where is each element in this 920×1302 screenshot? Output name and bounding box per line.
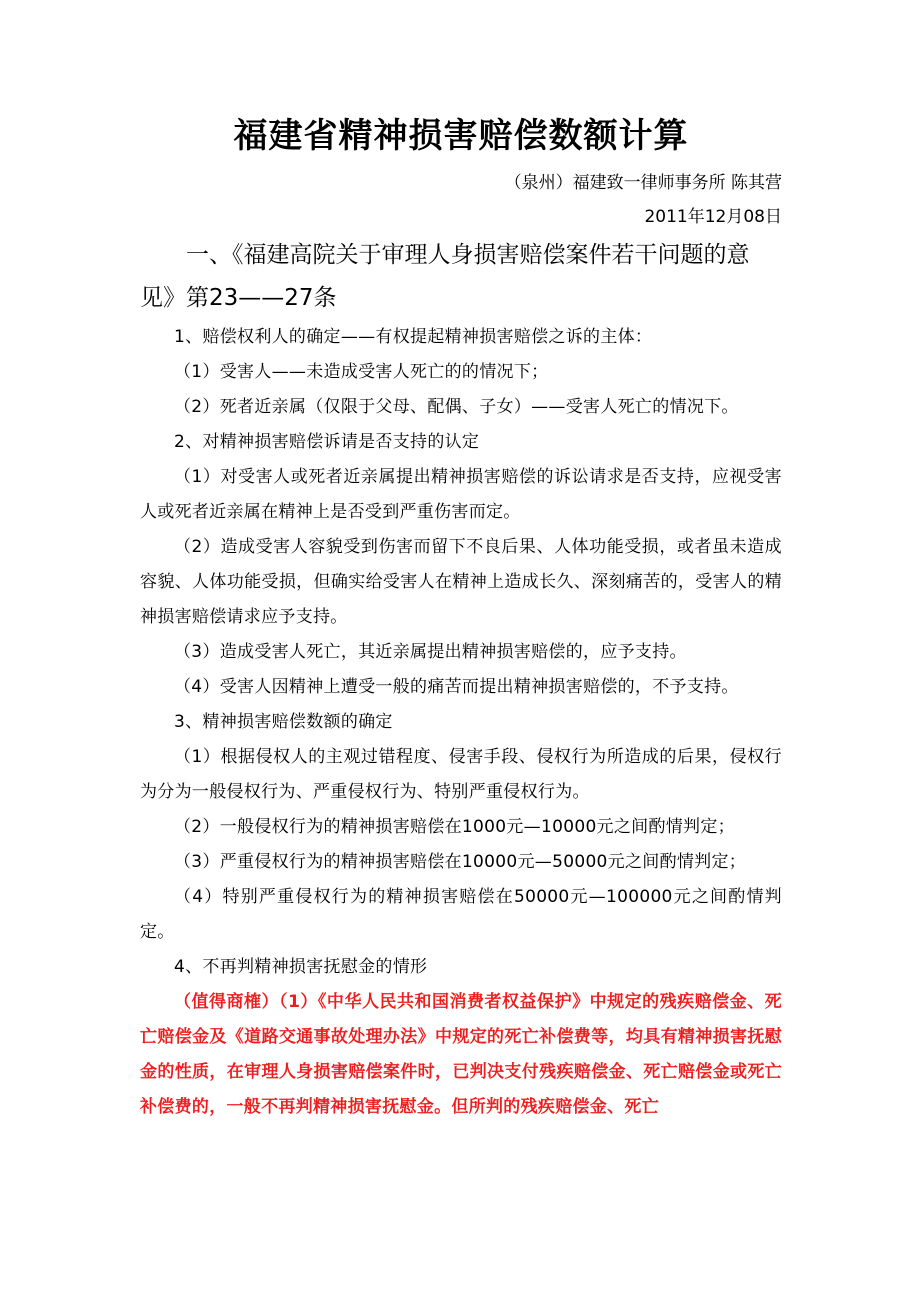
paragraph: 4、不再判精神损害抚慰金的情形 — [174, 957, 428, 977]
paragraph: （4）特别严重侵权行为的精神损害赔偿在50000元—100000元之间酌情判定。 — [140, 887, 782, 942]
paragraph: （3）造成受害人死亡，其近亲属提出精神损害赔偿的，应予支持。 — [174, 642, 687, 662]
paragraph: （1）对受害人或死者近亲属提出精神损害赔偿的诉讼请求是否支持，应视受害人或死者近亲属在精神上是否受到严重伤害而定。 — [140, 467, 782, 522]
highlighted-paragraph: （值得商榷）（1）《中华人民共和国消费者权益保护》中规定的残疾赔偿金、死亡赔偿金及《道路交通事故处理办法》中规定的死亡补偿费等，均具有精神损害抚慰金的性质，在审理人身损害赔偿案件时，已判决支付残疾赔偿金、死亡赔偿金或死亡补偿费的，一般不再判精神损害抚慰金。但所判的残疾赔偿金、死亡 — [140, 992, 782, 1117]
paragraph: （1）根据侵权人的主观过错程度、侵害手段、侵权行为所造成的后果，侵权行为分为一般侵权行为、严重侵权行为、特别严重侵权行为。 — [140, 747, 782, 802]
paragraph: 1、赔偿权利人的确定——有权提起精神损害赔偿之诉的主体： — [174, 327, 653, 347]
paragraph: （2）死者近亲属（仅限于父母、配偶、子女）——受害人死亡的情况下。 — [174, 397, 739, 417]
date-line: 2011年12月08日 — [644, 207, 782, 227]
paragraph: （2）一般侵权行为的精神损害赔偿在1000元—10000元之间酌情判定； — [174, 817, 735, 837]
document-title: 福建省精神损害赔偿数额计算 — [233, 116, 689, 156]
document-page — [140, 110, 782, 1125]
paragraph: 2、对精神损害赔偿诉请是否支持的认定 — [174, 432, 480, 452]
paragraph: （3）严重侵权行为的精神损害赔偿在10000元—50000元之间酌情判定； — [174, 852, 747, 872]
paragraph: （2）造成受害人容貌受到伤害而留下不良后果、人体功能受损，或者虽未造成容貌、人体功能受损，但确实给受害人在精神上造成长久、深刻痛苦的，受害人的精神损害赔偿请求应予支持。 — [140, 537, 782, 627]
paragraph: （1）受害人——未造成受害人死亡的的情况下； — [174, 362, 549, 382]
section-heading: 一、《福建高院关于审理人身损害赔偿案件若干问题的意见》第23——27条 — [140, 242, 750, 311]
paragraph: 3、精神损害赔偿数额的确定 — [174, 712, 393, 732]
author-line: （泉州）福建致一律师事务所 陈其营 — [504, 173, 782, 193]
paragraph: （4）受害人因精神上遭受一般的痛苦而提出精神损害赔偿的，不予支持。 — [174, 677, 739, 697]
